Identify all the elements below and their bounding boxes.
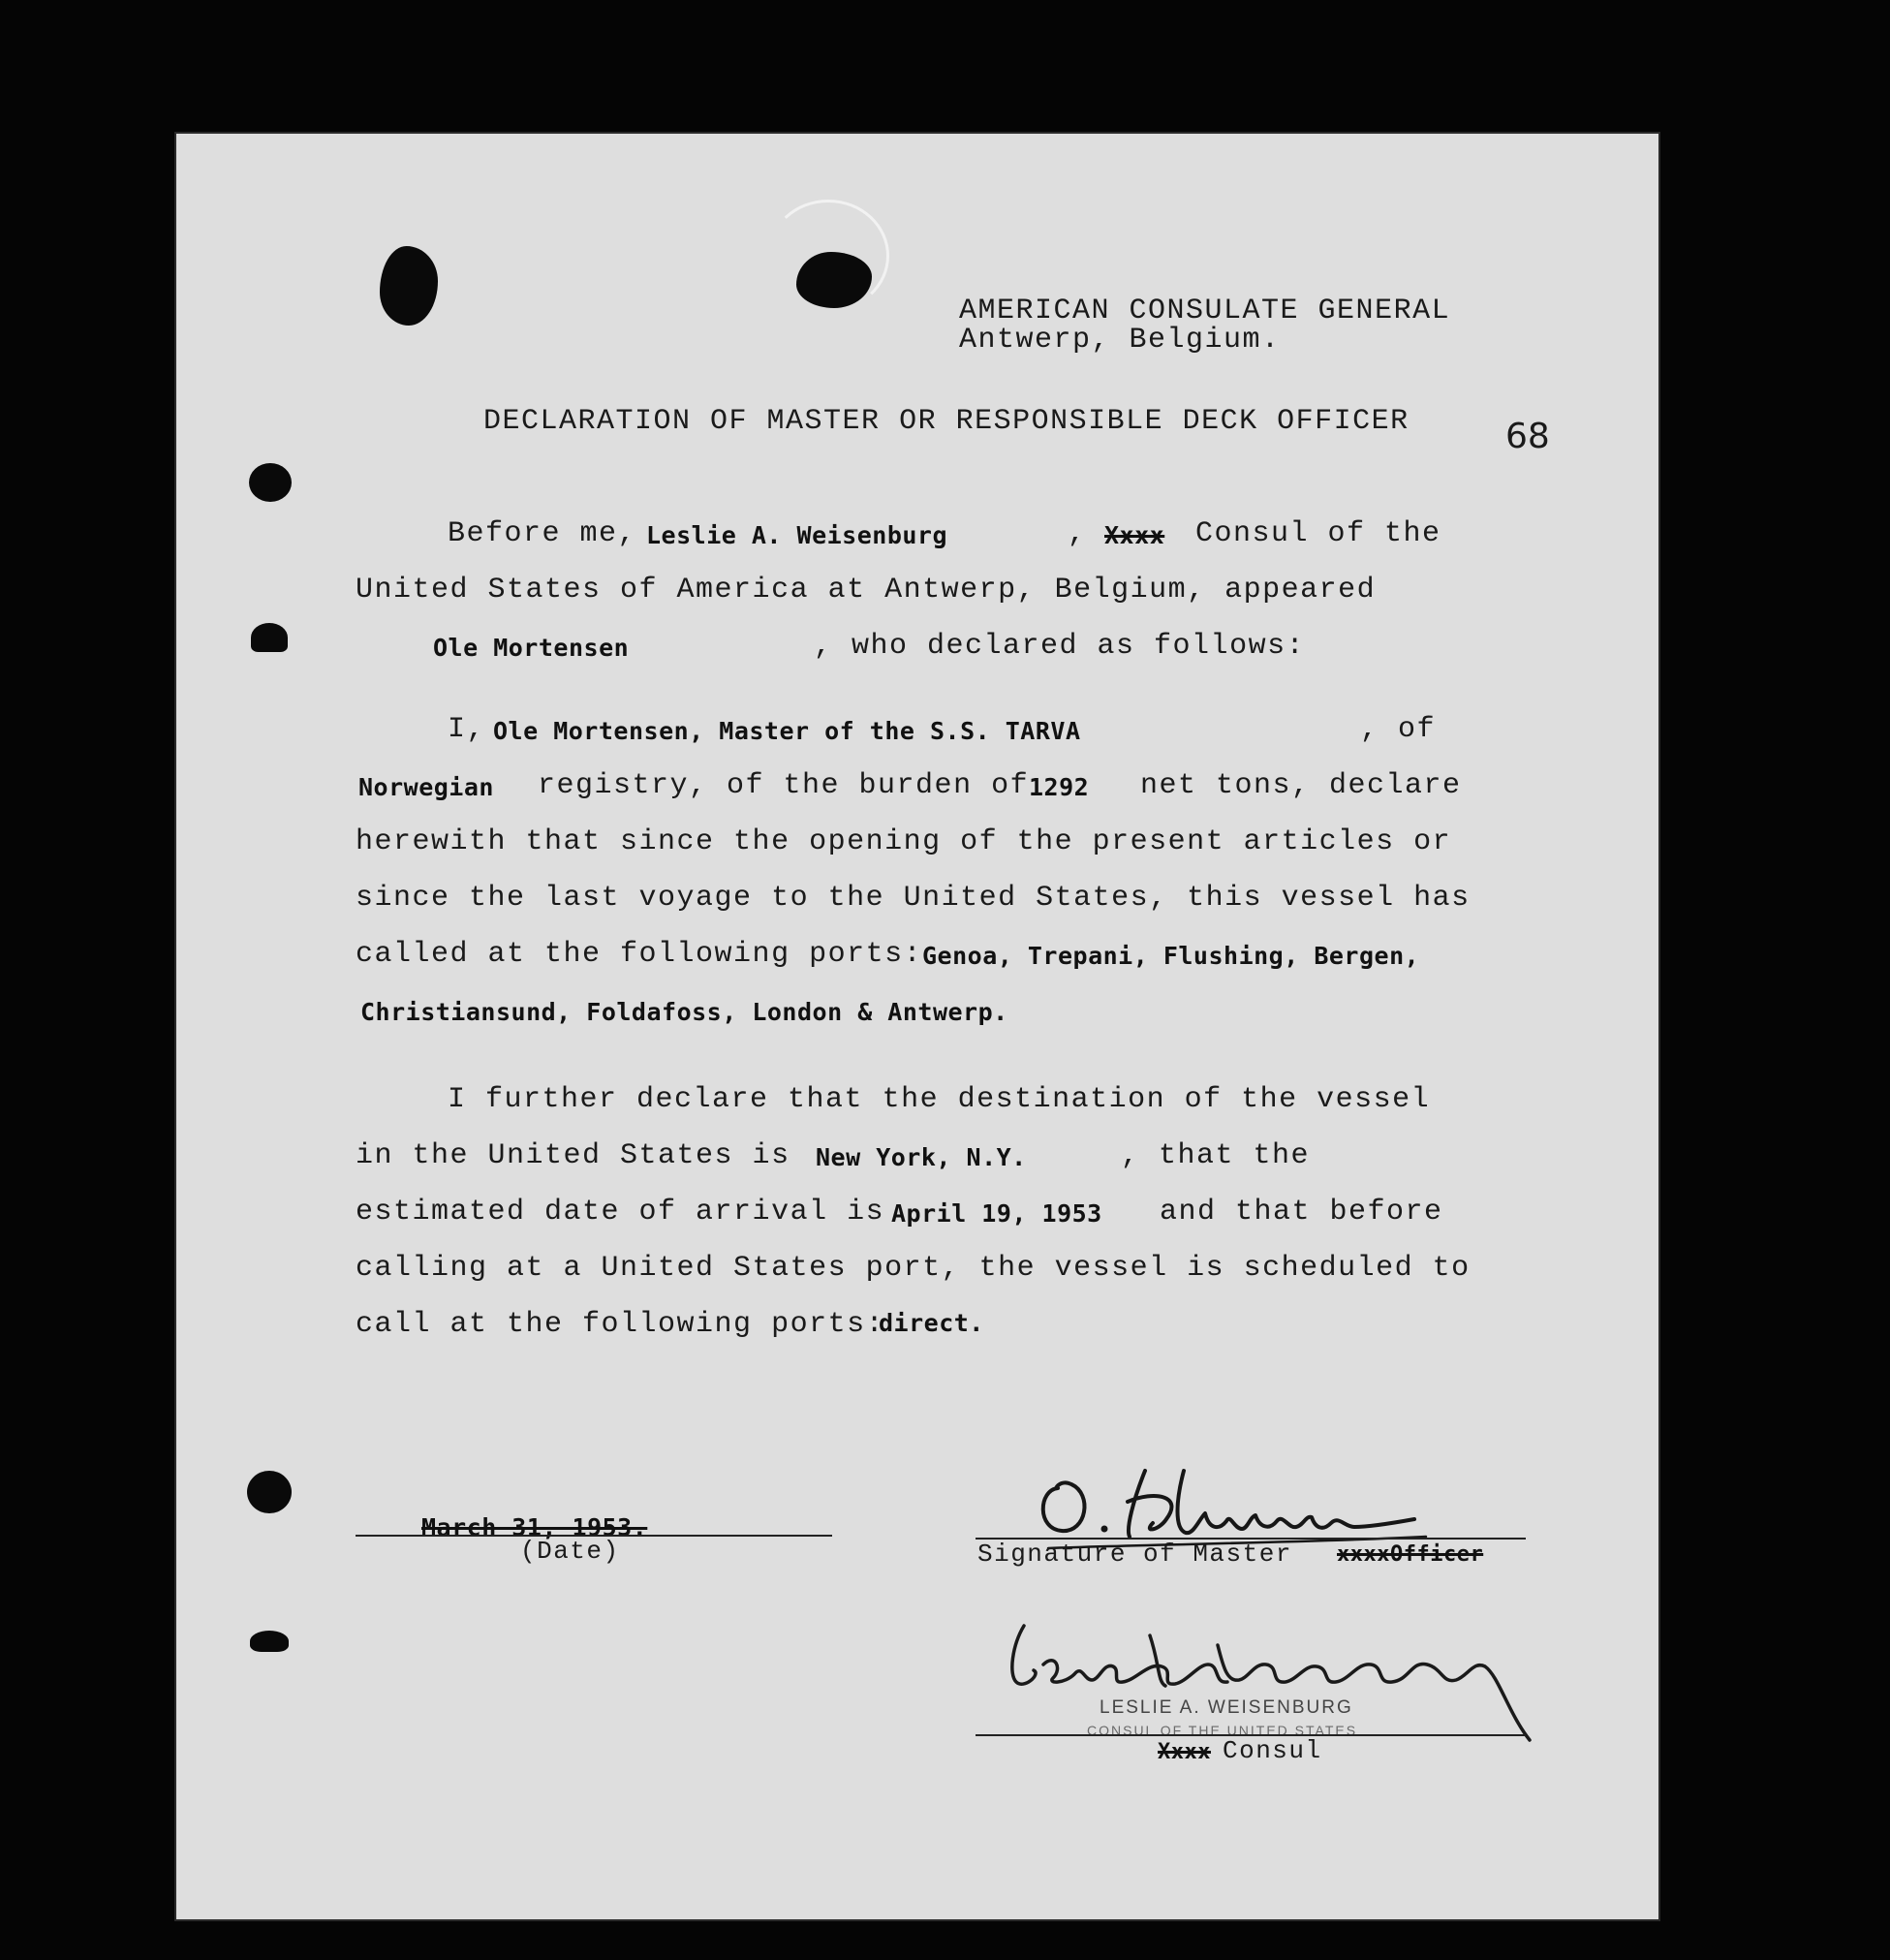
consul-name-typed: Leslie A. Weisenburg bbox=[646, 521, 948, 549]
struck-officer-word: xxxxOfficer bbox=[1337, 1542, 1484, 1567]
vessel-tonnage: 1292 bbox=[1029, 773, 1090, 801]
preamble-line-2: United States of America at Antwerp, Belgium, appeared bbox=[356, 574, 1377, 607]
para2-line-4: calling at a United States port, the vessel is scheduled to bbox=[356, 1252, 1471, 1285]
para2-line-2a: in the United States is bbox=[356, 1139, 790, 1172]
consulate-location: Antwerp, Belgium. bbox=[959, 324, 1281, 357]
before-me-text: Before me, bbox=[448, 517, 637, 550]
preamble-comma: , bbox=[1068, 517, 1087, 550]
struck-title: Xxxx bbox=[1104, 521, 1165, 549]
para1-i: I, bbox=[448, 713, 486, 746]
document-title: DECLARATION OF MASTER OR RESPONSIBLE DECK OFFICER bbox=[483, 405, 1410, 438]
registry-text: registry, of the burden of bbox=[538, 769, 1030, 802]
next-ports: direct. bbox=[879, 1309, 984, 1337]
consulate-office: AMERICAN CONSULATE GENERAL bbox=[959, 295, 1451, 327]
net-tons-text: net tons, declare bbox=[1140, 769, 1462, 802]
para2-line-3b: and that before bbox=[1160, 1196, 1443, 1229]
punch-hole-left-1 bbox=[249, 463, 292, 502]
vessel-registry: Norwegian bbox=[358, 773, 494, 801]
master-and-vessel: Ole Mortensen, Master of the S.S. TARVA bbox=[493, 717, 1081, 745]
declaration-date: March 31, 1953. bbox=[421, 1513, 648, 1541]
consul-label: Consul bbox=[1223, 1736, 1322, 1765]
ports-called-1: Genoa, Trepani, Flushing, Bergen, bbox=[922, 942, 1420, 970]
punch-hole-left-2 bbox=[251, 623, 288, 652]
destination-port: New York, N.Y. bbox=[816, 1143, 1027, 1171]
arrival-date: April 19, 1953 bbox=[891, 1199, 1102, 1228]
declared-as-follows: , who declared as follows: bbox=[814, 630, 1306, 663]
punch-hole-top-left bbox=[380, 246, 438, 326]
para1-line-3: herewith that since the opening of the present articles or bbox=[356, 825, 1452, 858]
ports-called-2: Christiansund, Foldafoss, London & Antwerp. bbox=[360, 998, 1008, 1026]
consul-stamp-name: LESLIE A. WEISENBURG bbox=[1100, 1697, 1353, 1718]
master-signature-label: Signature of Master bbox=[977, 1540, 1292, 1569]
struck-consul-title: Xxxx bbox=[1158, 1740, 1211, 1764]
page-number: 68 bbox=[1505, 417, 1550, 456]
paper-tear-mark bbox=[767, 200, 889, 312]
para2-line-1: I further declare that the destination of the vessel bbox=[448, 1083, 1431, 1116]
consul-of-the-text: Consul of the bbox=[1195, 517, 1441, 550]
para1-line-4: since the last voyage to the United States, this vessel has bbox=[356, 882, 1471, 915]
punch-hole-left-4 bbox=[250, 1631, 289, 1652]
para2-line-2b: , that the bbox=[1121, 1139, 1311, 1172]
para2-line-5: call at the following ports: bbox=[356, 1308, 885, 1341]
para1-of: , of bbox=[1360, 713, 1437, 746]
consul-stamp-title: CONSUL OF THE UNITED STATES bbox=[1087, 1723, 1358, 1738]
para2-line-3a: estimated date of arrival is bbox=[356, 1196, 885, 1229]
declaration-page bbox=[176, 134, 1658, 1919]
master-signature bbox=[1029, 1451, 1436, 1548]
declarant-name: Ole Mortensen bbox=[433, 634, 630, 662]
para1-line-5: called at the following ports: bbox=[356, 938, 923, 971]
date-label: (Date) bbox=[520, 1537, 620, 1566]
punch-hole-left-3 bbox=[247, 1471, 292, 1513]
